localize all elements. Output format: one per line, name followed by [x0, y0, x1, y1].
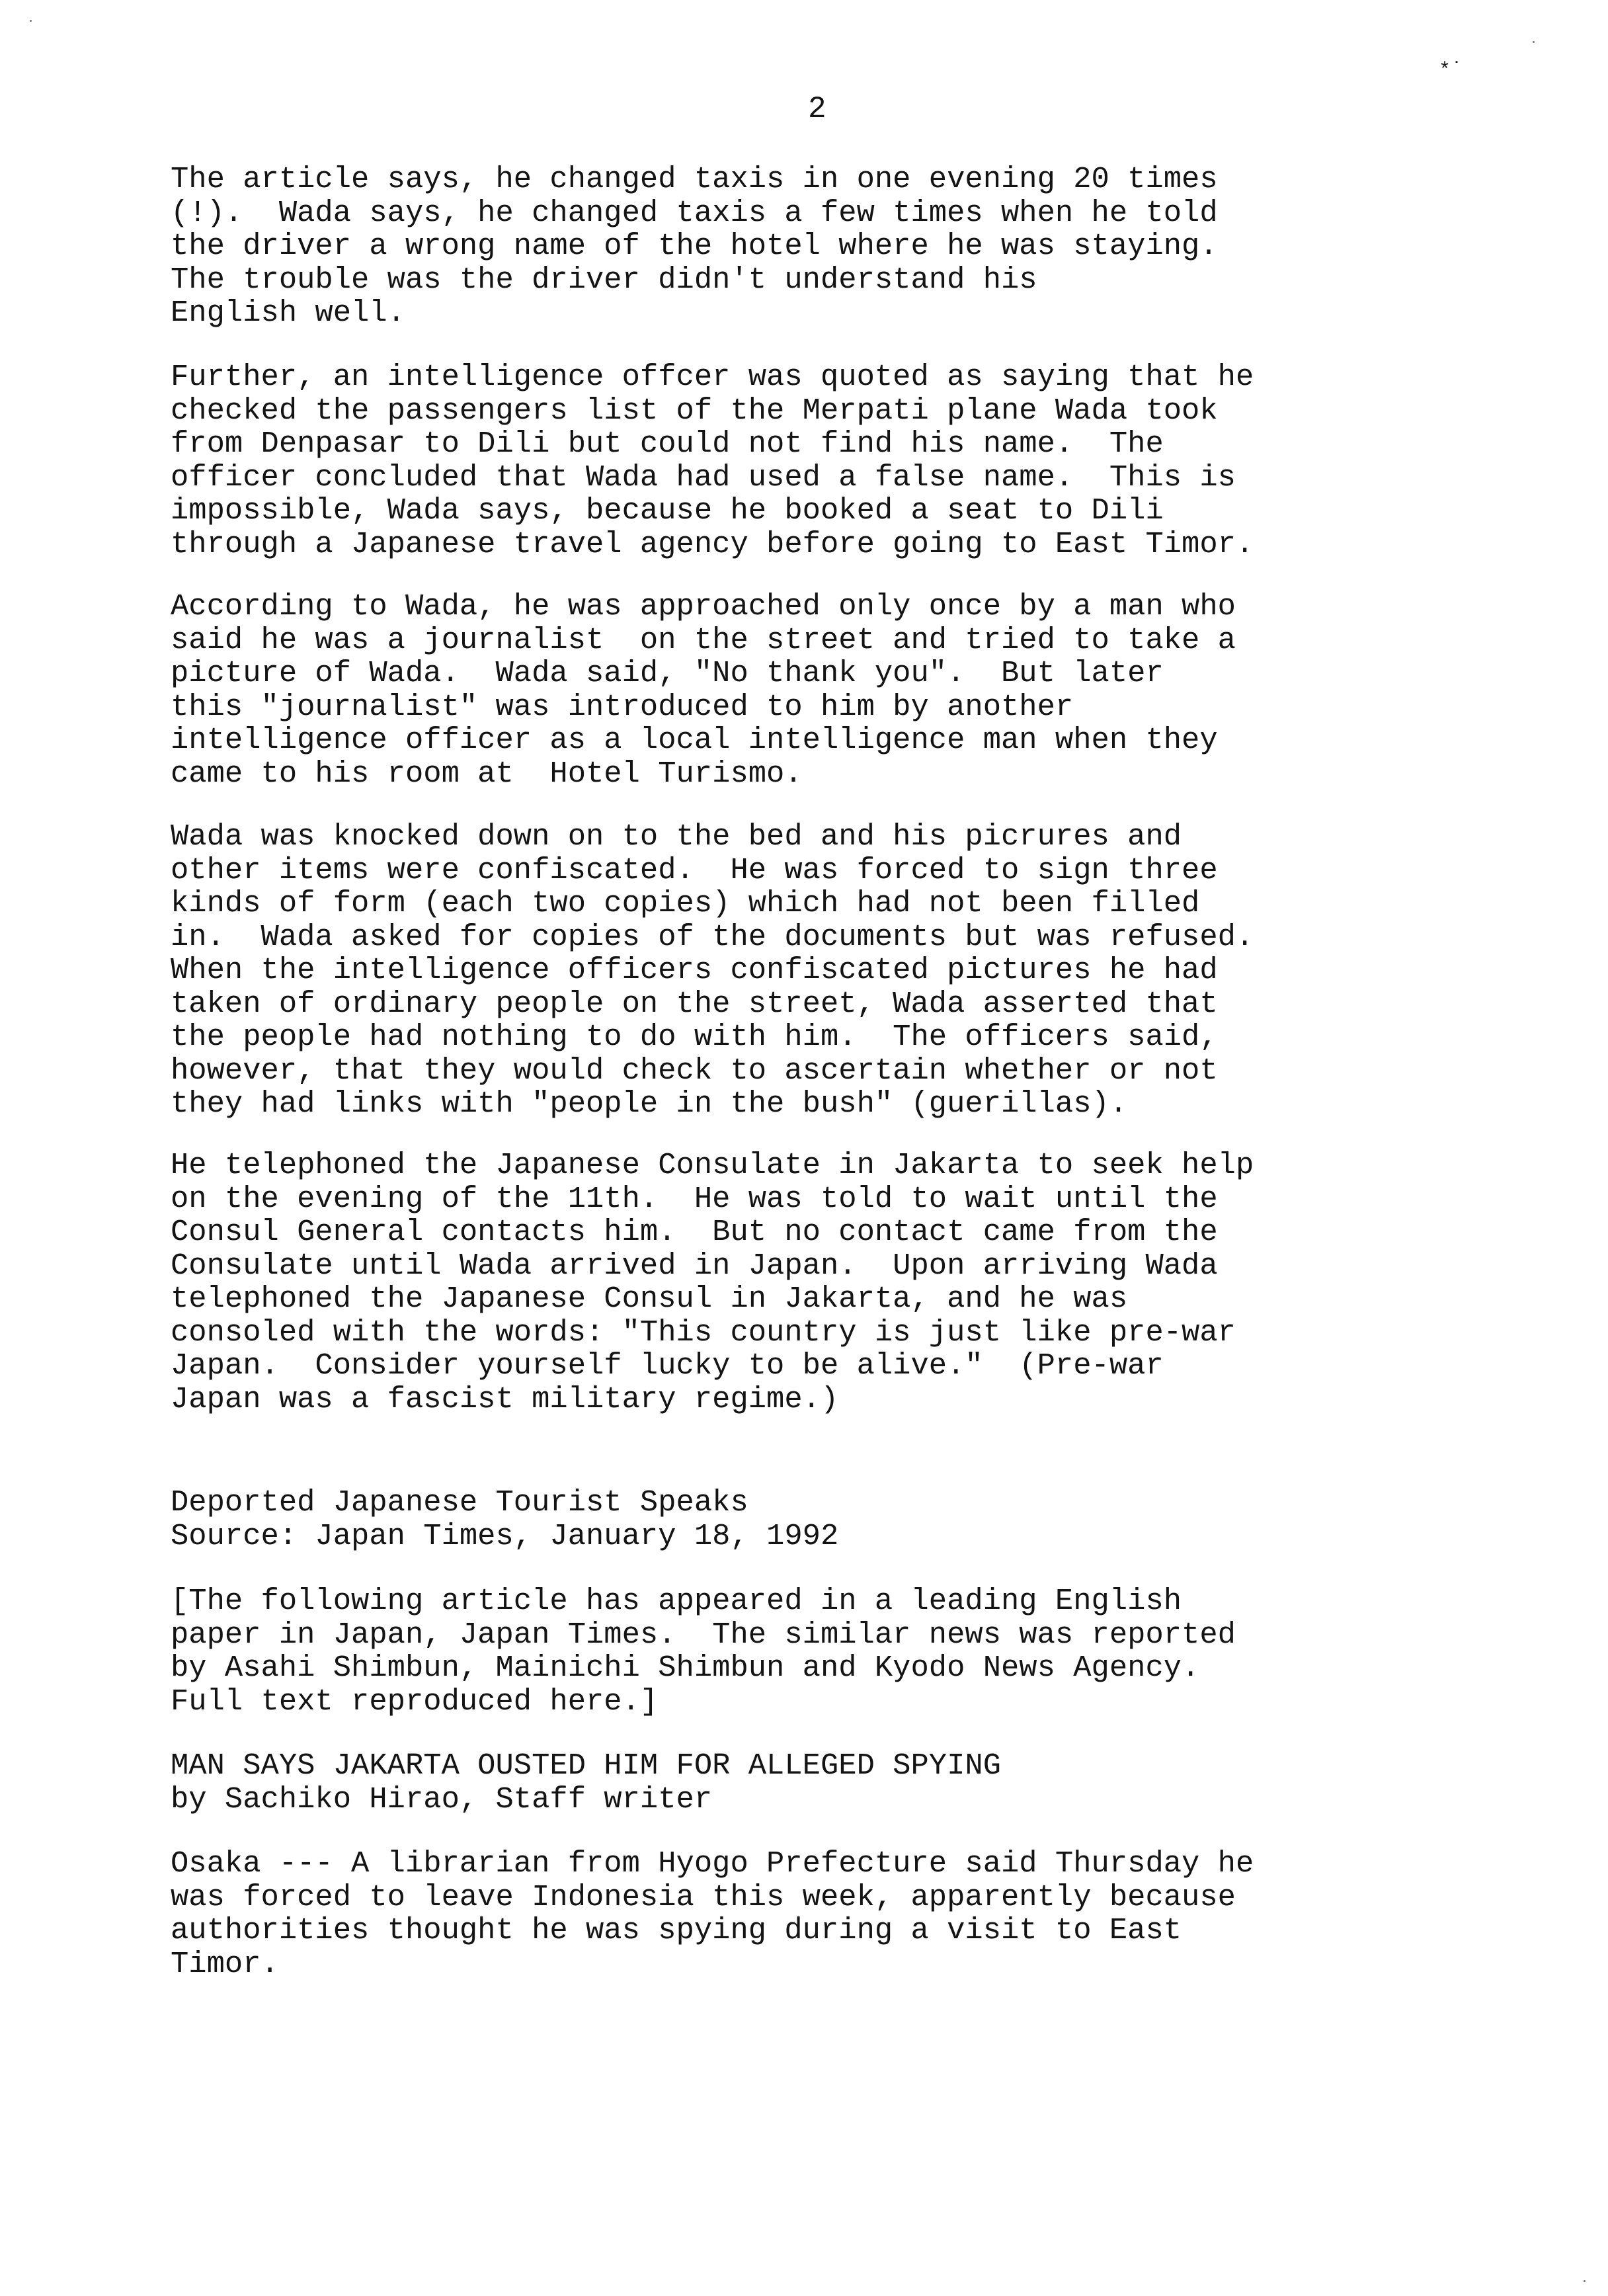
text-line: from Denpasar to Dili but could not find his name. The [171, 427, 1164, 461]
text-line: on the evening of the 11th. He was told to wait until the [171, 1181, 1218, 1216]
text-line: The trouble was the driver didn't understand his [171, 262, 1037, 297]
text-line: other items were confiscated. He was forced to sign three [171, 852, 1218, 887]
text-line: Source: Japan Times, January 18, 1992 [171, 1518, 839, 1553]
text-line: paper in Japan, Japan Times. The similar news was reported [171, 1617, 1236, 1652]
text-line: however, that they would check to ascertain whether or not [171, 1053, 1218, 1088]
text-line: said he was a journalist on the street and tried to take a [171, 622, 1236, 657]
text-line: MAN SAYS JAKARTA OUSTED HIM FOR ALLEGED SPYING [171, 1748, 1002, 1783]
text-line: The article says, he changed taxis in one evening 20 times [171, 162, 1218, 196]
text-line: checked the passengers list of the Merpati plane Wada took [171, 393, 1218, 428]
text-line: When the intelligence officers confiscated pictures he had [171, 953, 1218, 987]
text-line: came to his room at Hotel Turismo. [171, 756, 803, 791]
text-line: the people had nothing to do with him. The officers said, [171, 1020, 1218, 1054]
text-line: picture of Wada. Wada said, "No thank you". But later [171, 656, 1164, 690]
text-line: consoled with the words: "This country is just like pre-war [171, 1315, 1236, 1350]
editor-note [171, 1584, 1236, 1718]
text-line: through a Japanese travel agency before going to East Timor. [171, 526, 1254, 561]
text-line: officer concluded that Wada had used a false name. This is [171, 460, 1236, 495]
text-line: English well. [171, 296, 405, 330]
text-line: intelligence officer as a local intelligence man when they [171, 723, 1218, 757]
text-line: this "journalist" was introduced to him by another [171, 689, 1074, 724]
text-line: Deported Japanese Tourist Speaks [171, 1485, 748, 1520]
text-line: Osaka --- A librarian from Hyogo Prefecture said Thursday he [171, 1846, 1254, 1881]
paragraph-passenger-list [171, 360, 1254, 561]
text-line: [The following article has appeared in a leading English [171, 1584, 1182, 1618]
text-line: He telephoned the Japanese Consulate in Jakarta to seek help [171, 1148, 1254, 1182]
paragraph-taxis [171, 163, 1218, 330]
text-line: (!). Wada says, he changed taxis a few times when he told [171, 195, 1218, 230]
text-line: Timor. [171, 1946, 279, 1981]
scan-speck [1533, 41, 1535, 43]
text-line: impossible, Wada says, because he booked a seat to Dili [171, 493, 1164, 528]
text-line: was forced to leave Indonesia this week, apparently because [171, 1879, 1236, 1914]
text-line: by Asahi Shimbun, Mainichi Shimbun and Kyodo News Agency. [171, 1651, 1200, 1685]
article-heading [171, 1486, 838, 1553]
scan-speck [30, 20, 32, 22]
text-line: Wada was knocked down on to the bed and his picrures and [171, 819, 1182, 854]
text-line: Consulate until Wada arrived in Japan. Upon arriving Wada [171, 1248, 1218, 1283]
paragraph-consulate [171, 1149, 1254, 1416]
text-line: the driver a wrong name of the hotel where he was staying. [171, 229, 1218, 263]
text-line: Further, an intelligence offcer was quoted as saying that he [171, 360, 1254, 394]
paragraph-osaka [171, 1847, 1254, 1981]
corner-mark: *˙ [1439, 60, 1463, 82]
text-line: by Sachiko Hirao, Staff writer [171, 1782, 713, 1817]
paragraph-journalist [171, 590, 1236, 790]
text-line: Consul General contacts him. But no contact came from the [171, 1215, 1218, 1249]
text-line: According to Wada, he was approached only once by a man who [171, 589, 1236, 624]
text-line: Japan was a fascist military regime.) [171, 1381, 839, 1416]
text-line: taken of ordinary people on the street, Wada asserted that [171, 986, 1218, 1021]
text-line: they had links with "people in the bush" (guerillas). [171, 1086, 1128, 1121]
text-line: Japan. Consider yourself lucky to be alive." (Pre-war [171, 1348, 1164, 1383]
paragraph-confiscation [171, 820, 1254, 1121]
text-line: in. Wada asked for copies of the documents but was refused. [171, 919, 1254, 954]
headline-byline [171, 1749, 1001, 1816]
page-number: 2 [808, 92, 826, 126]
text-line: kinds of form (each two copies) which had not been filled [171, 886, 1200, 921]
text-line: Full text reproduced here.] [171, 1684, 659, 1719]
scan-speck [1584, 2280, 1586, 2282]
text-line: authorities thought he was spying during a visit to East [171, 1913, 1182, 1948]
text-line: telephoned the Japanese Consul in Jakarta, and he was [171, 1282, 1128, 1316]
